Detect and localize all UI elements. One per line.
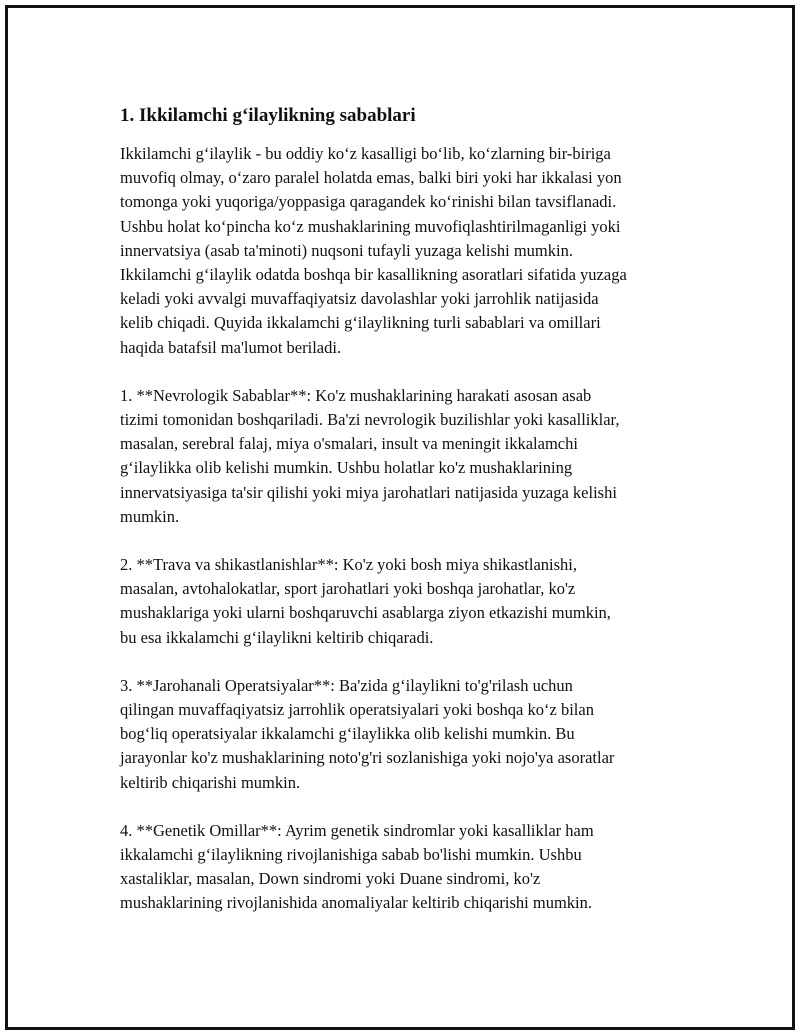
paragraph-line: g‘ilaylikka olib kelishi mumkin. Ushbu holatlar ko'z mushaklarining [120, 458, 573, 478]
paragraph [120, 142, 700, 360]
paragraph-line: mushaklariga yoki ularni boshqaruvchi asablarga ziyon etkazishi mumkin, [120, 603, 611, 623]
paragraph-line: tizimi tomonidan boshqariladi. Ba'zi nevrologik buzilishlar yoki kasalliklar, [120, 410, 620, 430]
paragraph-line: haqida batafsil ma'lumot beriladi. [120, 337, 342, 357]
paragraph [120, 553, 700, 650]
paragraph-list [120, 142, 700, 916]
paragraph-line: xastaliklar, masalan, Down sindromi yoki Duane sindromi, ko'z [120, 869, 541, 889]
section-title: 1. Ikkilamchi g‘ilaylikning sabablari [120, 105, 416, 126]
paragraph-line: 1. **Nevrologik Sabablar**: Ko'z mushaklarining harakati asosan asab [120, 385, 592, 405]
paragraph-line: masalan, avtohalokatlar, sport jarohatlari yoki boshqa jarohatlar, ko'z [120, 579, 576, 599]
document-body [120, 104, 700, 940]
paragraph-line: 3. **Jarohanali Operatsiyalar**: Ba'zida g‘ilaylikni to'g'rilash uchun [120, 675, 573, 695]
paragraph [120, 819, 700, 916]
paragraph-line: qilingan muvaffaqiyatsiz jarrohlik operatsiyalari yoki boshqa ko‘z bilan [120, 700, 594, 720]
paragraph-line: masalan, serebral falaj, miya o'smalari, insult va meningit ikkalamchi [120, 434, 578, 454]
paragraph-line: innervatsiyasiga ta'sir qilishi yoki miya jarohatlari natijasida yuzaga kelishi [120, 482, 617, 502]
paragraph-line: muvofiq olmay, o‘zaro paralel holatda emas, balki biri yoki har ikkalasi yon [120, 168, 622, 188]
paragraph-line: bog‘liq operatsiyalar ikkalamchi g‘ilaylikka olib kelishi mumkin. Bu [120, 724, 575, 744]
paragraph-line: 2. **Trava va shikastlanishlar**: Ko'z yoki bosh miya shikastlanishi, [120, 555, 577, 575]
paragraph-line: ikkalamchi g‘ilaylikning rivojlanishiga sabab bo'lishi mumkin. Ushbu [120, 845, 582, 865]
paragraph-line: innervatsiya (asab ta'minoti) nuqsoni tufayli yuzaga kelishi mumkin. [120, 240, 573, 260]
page-frame [5, 5, 795, 1030]
paragraph-line: mumkin. [120, 506, 180, 526]
paragraph-line: jarayonlar ko'z mushaklarining noto'g'ri sozlanishiga yoki nojo'ya asoratlar [120, 748, 615, 768]
paragraph-line: mushaklarining rivojlanishida anomaliyalar keltirib chiqarishi mumkin. [120, 893, 592, 913]
paragraph-line: kelib chiqadi. Quyida ikkalamchi g‘ilaylikning turli sabablari va omillari [120, 313, 601, 333]
paragraph-line: keltirib chiqarishi mumkin. [120, 772, 301, 792]
paragraph-line: Ikkilamchi g‘ilaylik - bu oddiy ko‘z kasalligi bo‘lib, ko‘zlarning bir-biriga [120, 144, 611, 163]
paragraph [120, 384, 700, 529]
paragraph-line: 4. **Genetik Omillar**: Ayrim genetik sindromlar yoki kasalliklar ham [120, 820, 594, 840]
paragraph-line: keladi yoki avvalgi muvaffaqiyatsiz davolashlar yoki jarrohlik natijasida [120, 289, 599, 309]
paragraph-line: Ikkilamchi g‘ilaylik odatda boshqa bir kasallikning asoratlari sifatida yuzaga [120, 265, 627, 285]
paragraph [120, 674, 700, 795]
paragraph-line: bu esa ikkalamchi g‘ilaylikni keltirib chiqaradi. [120, 627, 434, 647]
paragraph-line: Ushbu holat ko‘pincha ko‘z mushaklarining muvofiqlashtirilmaganligi yoki [120, 216, 621, 236]
paragraph-line: tomonga yoki yuqoriga/yoppasiga qaragandek ko‘rinishi bilan tavsiflanadi. [120, 192, 617, 212]
